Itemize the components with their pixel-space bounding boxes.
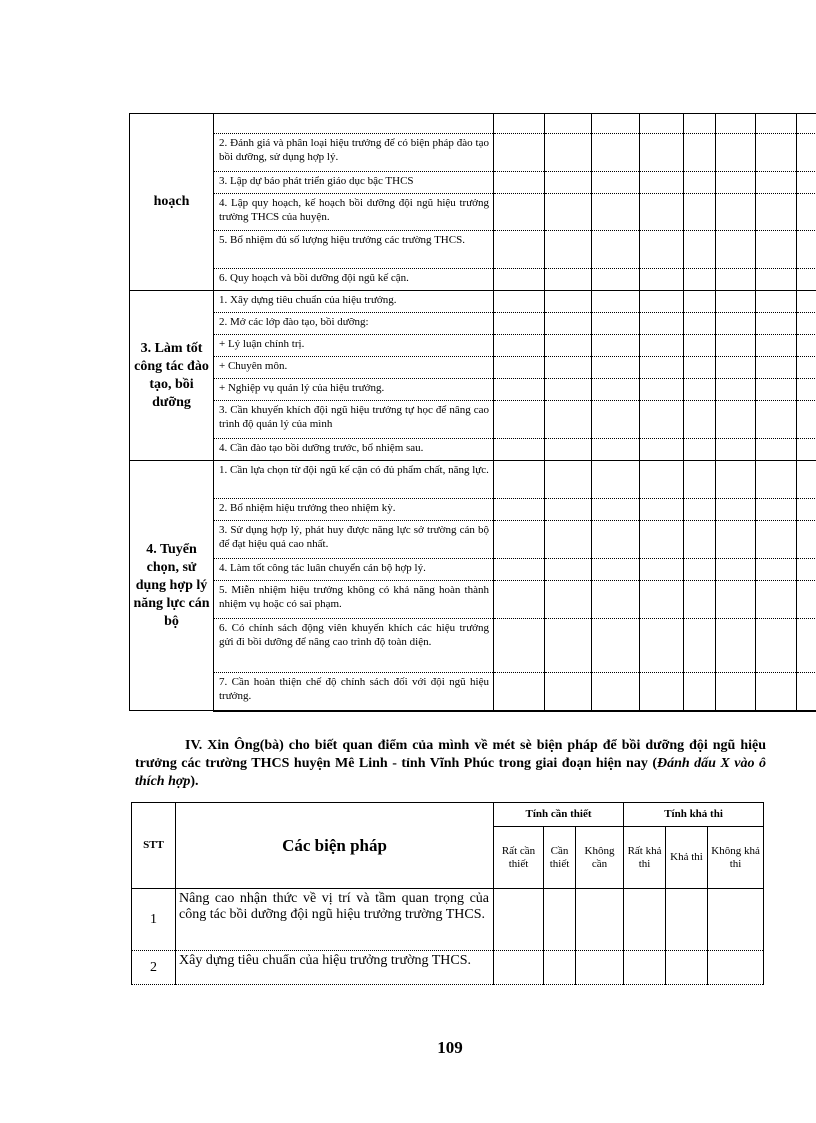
item-text: + Nghiệp vụ quản lý của hiệu trưởng. [214,379,494,401]
answer-cell[interactable] [756,357,797,379]
answer-cell[interactable] [544,951,576,985]
answer-cell[interactable] [592,439,640,461]
answer-cell[interactable] [592,619,640,673]
answer-cell[interactable] [592,461,640,499]
answer-cell[interactable] [494,335,545,357]
group-heading: hoạch [130,114,214,291]
subheader-feasible: Khả thi [666,827,708,889]
answer-cell[interactable] [640,461,684,499]
answer-cell[interactable] [684,357,716,379]
answer-cell[interactable] [545,134,592,172]
answer-cell[interactable] [640,194,684,231]
answer-cell[interactable] [545,461,592,499]
item-text [214,114,494,134]
table-row [130,194,816,231]
answer-cell[interactable] [716,291,756,313]
answer-cell[interactable] [494,951,544,985]
answer-cell[interactable] [640,581,684,619]
answer-cell[interactable] [797,194,816,231]
answer-cell[interactable] [545,291,592,313]
answer-cell[interactable] [640,439,684,461]
measures-header: Các biện pháp [176,803,494,889]
answer-cell[interactable] [684,194,716,231]
answer-cell[interactable] [494,559,545,581]
answer-cell[interactable] [797,673,816,711]
answer-cell[interactable] [716,194,756,231]
item-text: 3. Lập dự báo phát triển giáo dục bậc THCS [214,172,494,194]
answer-cell[interactable] [716,134,756,172]
answer-cell[interactable] [684,114,716,134]
section-end: ). [190,774,199,789]
answer-cell[interactable] [684,559,716,581]
answer-cell[interactable] [592,401,640,439]
answer-cell[interactable] [797,619,816,673]
answer-cell[interactable] [716,439,756,461]
answer-cell[interactable] [716,499,756,521]
answer-cell[interactable] [545,559,592,581]
item-text: 1. Xây dựng tiêu chuẩn của hiệu trưởng. [214,291,494,313]
answer-cell[interactable] [666,951,708,985]
answer-cell[interactable] [640,559,684,581]
answer-cell[interactable] [592,269,640,291]
item-text: 4. Làm tốt công tác luân chuyển cán bộ hợp lý. [214,559,494,581]
answer-cell[interactable] [716,521,756,559]
answer-cell[interactable] [545,114,592,134]
answer-cell[interactable] [684,521,716,559]
answer-cell[interactable] [640,134,684,172]
answer-cell[interactable] [716,461,756,499]
answer-cell[interactable] [640,619,684,673]
answer-cell[interactable] [797,231,816,269]
answer-cell[interactable] [592,134,640,172]
measure-text: Nâng cao nhận thức về vị trí và tầm quan trọng của công tác bồi dưỡng đội ngũ hiệu trưởng trường THCS. [176,889,494,951]
answer-cell[interactable] [716,673,756,711]
answer-cell[interactable] [545,194,592,231]
answer-cell[interactable] [640,357,684,379]
item-text: + Lý luận chính trị. [214,335,494,357]
item-text: 4. Cần đào tạo bồi dưỡng trước, bổ nhiệm sau. [214,439,494,461]
answer-cell[interactable] [545,439,592,461]
answer-cell[interactable] [576,889,624,951]
answer-cell[interactable] [684,313,716,335]
answer-cell[interactable] [640,269,684,291]
answer-cell[interactable] [797,499,816,521]
answer-cell[interactable] [716,313,756,335]
table-row [130,439,816,461]
answer-cell[interactable] [592,521,640,559]
answer-cell[interactable] [797,559,816,581]
subheader-not-necessary: Không cần [576,827,624,889]
answer-cell[interactable] [756,461,797,499]
answer-cell[interactable] [592,559,640,581]
header-row [132,803,764,827]
answer-cell[interactable] [592,172,640,194]
answer-cell[interactable] [494,521,545,559]
answer-cell[interactable] [640,401,684,439]
answer-cell[interactable] [756,291,797,313]
answer-cell[interactable] [716,357,756,379]
answer-cell[interactable] [640,114,684,134]
item-text: 2. Đánh giá và phân loại hiệu trưởng để có biện pháp đào tạo bồi dưỡng, sử dụng hợp lý. [214,134,494,172]
answer-cell[interactable] [756,499,797,521]
answer-cell[interactable] [684,499,716,521]
answer-cell[interactable] [797,379,816,401]
answer-cell[interactable] [545,231,592,269]
stt-cell: 1 [132,889,176,951]
answer-cell[interactable] [684,619,716,673]
answer-cell[interactable] [576,951,624,985]
item-text: 3. Sử dụng hợp lý, phát huy được năng lực sở trường cán bộ để đạt hiệu quả cao nhất. [214,521,494,559]
table-row [130,114,816,134]
answer-cell[interactable] [684,134,716,172]
answer-cell[interactable] [545,313,592,335]
answer-cell[interactable] [545,379,592,401]
table-row [130,335,816,357]
answer-cell[interactable] [494,172,545,194]
answer-cell[interactable] [756,134,797,172]
answer-cell[interactable] [684,673,716,711]
table-row [130,231,816,269]
answer-cell[interactable] [592,114,640,134]
answer-cell[interactable] [494,379,545,401]
table-row [130,581,816,619]
page-number: 109 [437,1038,463,1057]
answer-cell[interactable] [716,269,756,291]
answer-cell[interactable] [592,194,640,231]
answer-cell[interactable] [544,889,576,951]
answer-cell[interactable] [494,889,544,951]
item-text: 6. Có chính sách động viên khuyến khích các hiệu trưởng gửi đi bồi dưỡng để nâng cao trình độ toàn diện. [214,619,494,673]
answer-cell[interactable] [684,269,716,291]
measures-table [131,802,764,985]
answer-cell[interactable] [494,619,545,673]
answer-cell[interactable] [797,269,816,291]
answer-cell[interactable] [756,439,797,461]
answer-cell[interactable] [640,291,684,313]
answer-cell[interactable] [640,231,684,269]
answer-cell[interactable] [756,581,797,619]
answer-cell[interactable] [494,461,545,499]
stt-header: STT [132,803,176,889]
answer-cell[interactable] [716,619,756,673]
item-text: + Chuyên môn. [214,357,494,379]
section-heading [135,737,766,791]
answer-cell[interactable] [756,313,797,335]
table-row [130,379,816,401]
subheader-not-feasible: Không khả thi [708,827,764,889]
answer-cell[interactable] [592,499,640,521]
answer-cell[interactable] [494,357,545,379]
answer-cell[interactable] [640,335,684,357]
answer-cell[interactable] [716,401,756,439]
table-row [130,357,816,379]
section-instruction: Đánh dấu X vào ô thích hợp [135,756,766,789]
answer-cell[interactable] [494,291,545,313]
answer-cell[interactable] [797,134,816,172]
answer-cell[interactable] [640,673,684,711]
answer-cell[interactable] [684,379,716,401]
answer-cell[interactable] [545,335,592,357]
answer-cell[interactable] [640,313,684,335]
answer-cell[interactable] [756,231,797,269]
answer-cell[interactable] [545,521,592,559]
answer-cell[interactable] [756,379,797,401]
answer-cell[interactable] [716,231,756,269]
answer-cell[interactable] [716,559,756,581]
answer-cell[interactable] [494,114,545,134]
answer-cell[interactable] [545,172,592,194]
answer-cell[interactable] [797,313,816,335]
subheader-very-feasible: Rất khả thi [624,827,666,889]
answer-cell[interactable] [640,172,684,194]
answer-cell[interactable] [797,461,816,499]
answer-cell[interactable] [684,439,716,461]
answer-cell[interactable] [494,439,545,461]
table-row [130,313,816,335]
item-text: 2. Bổ nhiệm hiệu trưởng theo nhiệm kỳ. [214,499,494,521]
item-text: 1. Cần lựa chọn từ đội ngũ kế cận có đủ phẩm chất, năng lực. [214,461,494,499]
answer-cell[interactable] [684,335,716,357]
stt-cell: 2 [132,951,176,985]
answer-cell[interactable] [592,673,640,711]
answer-cell[interactable] [592,379,640,401]
answer-cell[interactable] [666,889,708,951]
answer-cell[interactable] [797,357,816,379]
answer-cell[interactable] [592,357,640,379]
item-text: 3. Cần khuyến khích đội ngũ hiệu trưởng tự học để nâng cao trình độ quản lý của mình [214,401,494,439]
group-heading: 3. Làm tốt công tác đào tạo, bồi dưỡng [130,291,214,461]
item-text: 2. Mở các lớp đào tạo, bồi dưỡng: [214,313,494,335]
answer-cell[interactable] [545,619,592,673]
item-text: 6. Quy hoạch và bồi dưỡng đội ngũ kế cận. [214,269,494,291]
answer-cell[interactable] [592,313,640,335]
answer-cell[interactable] [640,379,684,401]
answer-cell[interactable] [684,291,716,313]
table-row [130,172,816,194]
table-row [130,673,816,711]
answer-cell[interactable] [756,521,797,559]
answer-cell[interactable] [684,461,716,499]
answer-cell[interactable] [592,291,640,313]
answer-cell[interactable] [592,581,640,619]
answer-cell[interactable] [716,114,756,134]
answer-cell[interactable] [684,172,716,194]
answer-cell[interactable] [684,231,716,269]
answer-cell[interactable] [545,499,592,521]
answer-cell[interactable] [494,134,545,172]
answer-cell[interactable] [545,357,592,379]
table-row [130,461,816,499]
evaluation-table [129,113,816,712]
table-row [130,134,816,172]
answer-cell[interactable] [756,335,797,357]
answer-cell[interactable] [797,401,816,439]
answer-cell[interactable] [640,521,684,559]
answer-cell[interactable] [494,499,545,521]
answer-cell[interactable] [797,335,816,357]
answer-cell[interactable] [494,581,545,619]
answer-cell[interactable] [797,521,816,559]
answer-cell[interactable] [716,335,756,357]
table-row [130,401,816,439]
answer-cell[interactable] [545,673,592,711]
answer-cell[interactable] [494,269,545,291]
item-text: 5. Bổ nhiệm đủ số lượng hiệu trưởng các trường THCS. [214,231,494,269]
group-heading: 4. Tuyển chọn, sử dụng hợp lý năng lực cán bộ [130,461,214,711]
answer-cell[interactable] [708,951,764,985]
subheader-necessary: Cần thiết [544,827,576,889]
table-row [132,951,764,985]
answer-cell[interactable] [797,114,816,134]
answer-cell[interactable] [797,439,816,461]
answer-cell[interactable] [797,172,816,194]
table-row [130,291,816,313]
item-text: 4. Lập quy hoạch, kế hoạch bồi dưỡng đội ngũ hiệu trưởng trường THCS của huyện. [214,194,494,231]
answer-cell[interactable] [797,581,816,619]
necessity-header: Tính cần thiết [494,803,624,827]
answer-cell[interactable] [624,889,666,951]
answer-cell[interactable] [494,673,545,711]
answer-cell[interactable] [716,172,756,194]
answer-cell[interactable] [756,194,797,231]
answer-cell[interactable] [592,335,640,357]
answer-cell[interactable] [624,951,666,985]
item-text: 7. Cần hoàn thiện chế độ chính sách đối với đội ngũ hiệu trưởng. [214,673,494,711]
answer-cell[interactable] [756,559,797,581]
answer-cell[interactable] [545,401,592,439]
answer-cell[interactable] [756,114,797,134]
answer-cell[interactable] [756,269,797,291]
answer-cell[interactable] [684,401,716,439]
answer-cell[interactable] [494,231,545,269]
answer-cell[interactable] [545,581,592,619]
answer-cell[interactable] [640,499,684,521]
answer-cell[interactable] [716,581,756,619]
feasibility-header: Tính khả thi [624,803,764,827]
answer-cell[interactable] [708,889,764,951]
answer-cell[interactable] [756,401,797,439]
table-row [130,559,816,581]
table-row [130,521,816,559]
answer-cell[interactable] [592,231,640,269]
answer-cell[interactable] [716,379,756,401]
table-row [130,499,816,521]
item-text: 5. Miễn nhiệm hiệu trưởng không có khả năng hoàn thành nhiệm vụ hoặc có sai phạm. [214,581,494,619]
answer-cell[interactable] [797,291,816,313]
answer-cell[interactable] [684,581,716,619]
answer-cell[interactable] [756,619,797,673]
answer-cell[interactable] [756,172,797,194]
subheader-very-necessary: Rất cần thiết [494,827,544,889]
section-text: IV. Xin Ông(bà) cho biết quan điểm của mình về mét sè biện pháp để bồi dưỡng đội ngũ hiệu trưởng các trường THCS huyện Mê Linh - tỉnh Vĩnh Phúc trong giai đoạn hiện nay ( [135,738,766,771]
answer-cell[interactable] [494,401,545,439]
answer-cell[interactable] [494,313,545,335]
answer-cell[interactable] [545,269,592,291]
answer-cell[interactable] [494,194,545,231]
table-row [130,269,816,291]
table-row [132,889,764,951]
measure-text: Xây dựng tiêu chuẩn của hiệu trưởng trường THCS. [176,951,494,985]
answer-cell[interactable] [756,673,797,711]
table-row [130,619,816,673]
